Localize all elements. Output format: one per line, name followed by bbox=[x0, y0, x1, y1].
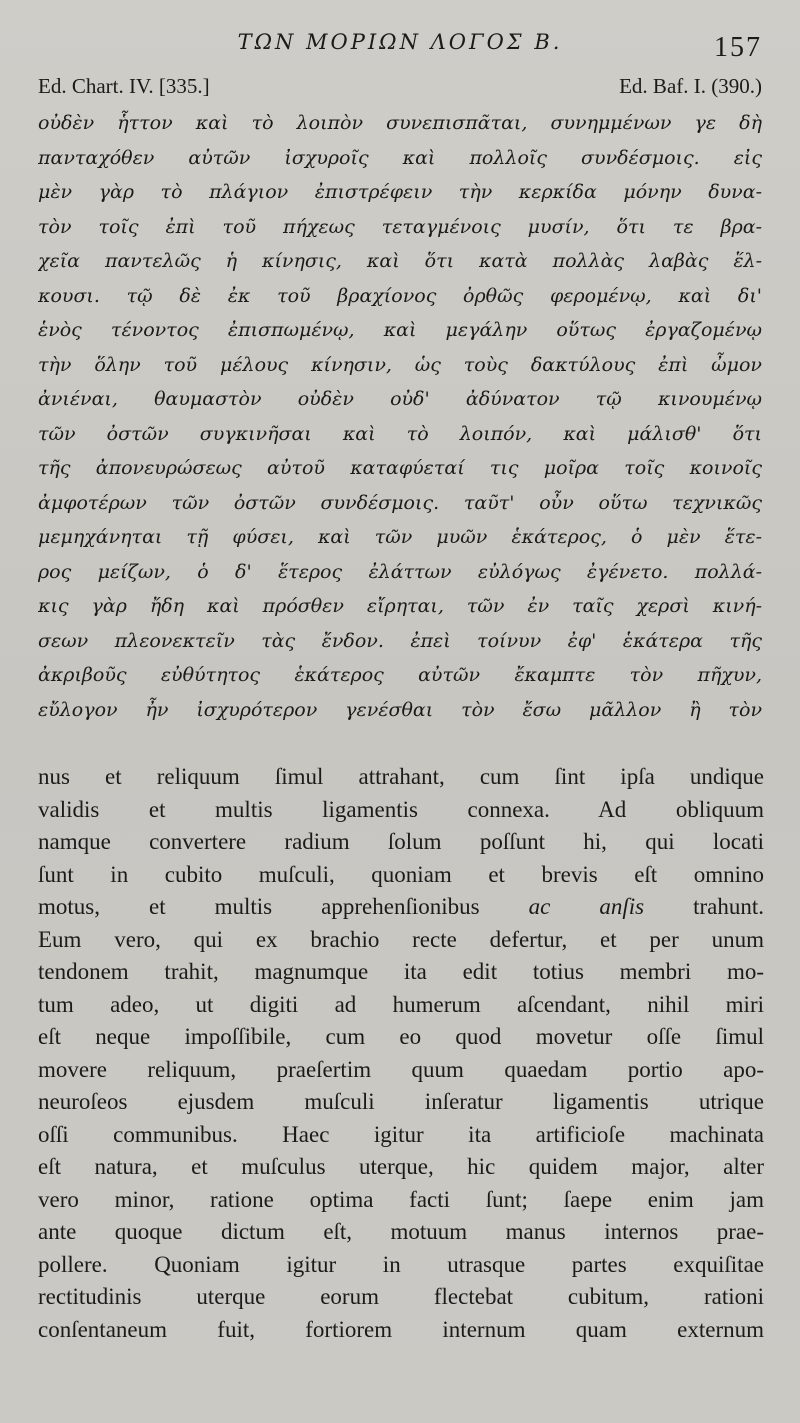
latin-line: ſunt in cubito muſculi, quoniam et brevis eſt omnino bbox=[38, 861, 764, 887]
edition-references bbox=[38, 74, 762, 104]
edition-reference-chartier: Ed. Chart. IV. [335.] bbox=[38, 74, 210, 98]
greek-line: χεῖα παντελῶς ἡ κίνησις, καὶ ὅτι κατὰ πολλὰς λαβὰς ἕλ- bbox=[38, 250, 762, 272]
greek-text-block bbox=[38, 106, 762, 727]
greek-line: κις γὰρ ἤδη καὶ πρόσθεν εἴρηται, τῶν ἐν ταῖς χερσὶ κινή- bbox=[38, 595, 762, 617]
latin-line: oſſi communibus. Haec igitur ita artificioſe machinata bbox=[38, 1121, 764, 1147]
greek-line: οὐδὲν ἧττον καὶ τὸ λοιπὸν συνεπισπᾶται, συνημμένων γε δὴ bbox=[38, 112, 762, 134]
greek-line: τὴν ὅλην τοῦ μέλους κίνησιν, ὡς τοὺς δακτύλους ἐπὶ ὦμον bbox=[38, 353, 762, 376]
greek-line: ἀνιέναι, θαυμαστὸν οὐδὲν οὐδ' ἀδύνατον τῷ κινουμένῳ bbox=[38, 388, 762, 410]
latin-text-block bbox=[38, 761, 764, 1346]
latin-italic-phrase: ac anſis bbox=[528, 894, 645, 919]
greek-line: μεμηχάνηται τῇ φύσει, καὶ τῶν μυῶν ἑκάτερος, ὁ μὲν ἕτε- bbox=[38, 526, 762, 548]
greek-line: ἀμφοτέρων τῶν ὀστῶν συνδέσμοις. ταῦτ' οὖν οὕτω τεχνικῶς bbox=[38, 491, 762, 514]
greek-line: ἀκριβοῦς εὐθύτητος ἑκάτερος αὐτῶν ἔκαμπτε τὸν πῆχυν, bbox=[38, 664, 762, 686]
greek-line: μὲν γὰρ τὸ πλάγιον ἐπιστρέφειν τὴν κερκίδα μόνην δυνα- bbox=[38, 181, 762, 203]
latin-line: namque convertere radium ſolum poſſunt hi, qui locati bbox=[38, 829, 764, 854]
latin-line-text: motus, et multis apprehenſionibus bbox=[38, 894, 480, 919]
running-head bbox=[0, 26, 800, 63]
latin-line: eſt neque impoſſibile, cum eo quod movetur oſſe ſimul bbox=[38, 1024, 764, 1049]
latin-line: tendonem trahit, magnumque ita edit totius membri mo- bbox=[38, 959, 764, 984]
greek-line: τῆς ἀπονευρώσεως αὐτοῦ καταφύεταί τις μοῖρα τοῖς κοινοῖς bbox=[38, 457, 762, 479]
latin-line: conſentaneum fuit, fortiorem internum quam externum bbox=[38, 1316, 764, 1342]
greek-line: τὸν τοῖς ἐπὶ τοῦ πήχεως τεταγμένοις μυσίν, ὅτι τε βρα- bbox=[38, 215, 762, 238]
latin-line: eſt natura, et muſculus uterque, hic quidem major, alter bbox=[38, 1154, 764, 1179]
greek-line: κουσι. τῷ δὲ ἐκ τοῦ βραχίονος ὀρθῶς φερομένῳ, καὶ δι' bbox=[38, 284, 762, 307]
latin-line: tum adeo, ut digiti ad humerum aſcendant, nihil miri bbox=[38, 991, 764, 1017]
edition-reference-basel: Ed. Baf. I. (390.) bbox=[619, 74, 762, 98]
latin-line: vero minor, ratione optima facti ſunt; ſaepe enim jam bbox=[38, 1186, 764, 1212]
latin-line: movere reliquum, praeſertim quum quaedam portio apo- bbox=[38, 1056, 764, 1082]
latin-line-tail: trahunt. bbox=[693, 894, 764, 919]
greek-line: εὔλογον ἦν ἰσχυρότερον γενέσθαι τὸν ἔσω μᾶλλον ἢ τὸν bbox=[38, 698, 762, 721]
latin-line: validis et multis ligamentis connexa. Ad obliquum bbox=[38, 796, 764, 822]
latin-line: nus et reliquum ſimul attrahant, cum ſint ipſa undique bbox=[38, 764, 764, 789]
greek-line: ἑνὸς τένοντος ἐπισπωμένῳ, καὶ μεγάλην οὕτως ἐργαζομένῳ bbox=[38, 319, 762, 341]
latin-line: neuroſeos ejusdem muſculi inſeratur ligamentis utrique bbox=[38, 1089, 764, 1114]
page-number: 157 bbox=[714, 32, 762, 63]
latin-line-mixed bbox=[38, 891, 764, 924]
latin-line: pollere. Quoniam igitur in utrasque partes exquiſitae bbox=[38, 1251, 764, 1277]
greek-line: σεων πλεονεκτεῖν τὰς ἔνδον. ἐπεὶ τοίνυν ἐφ' ἑκάτερα τῆς bbox=[38, 629, 762, 652]
greek-line: πανταχόθεν αὐτῶν ἰσχυροῖς καὶ πολλοῖς συνδέσμοις. εἰς bbox=[38, 146, 762, 169]
latin-line: Eum vero, qui ex brachio recte defertur, et per unum bbox=[38, 926, 764, 952]
greek-line: τῶν ὀστῶν συγκινῆσαι καὶ τὸ λοιπόν, καὶ μάλισθ' ὅτι bbox=[38, 422, 762, 445]
running-title: ΤΩΝ ΜΟΡΙΩΝ ΛΟΓΟΣ Β. bbox=[237, 30, 563, 54]
latin-line: rectitudinis uterque eorum flectebat cubitum, rationi bbox=[38, 1284, 764, 1309]
greek-line: ρος μείζων, ὁ δ' ἕτερος ἐλάττων εὐλόγως ἐγένετο. πολλά- bbox=[38, 560, 762, 583]
latin-line: ante quoque dictum eſt, motuum manus internos prae- bbox=[38, 1219, 764, 1244]
